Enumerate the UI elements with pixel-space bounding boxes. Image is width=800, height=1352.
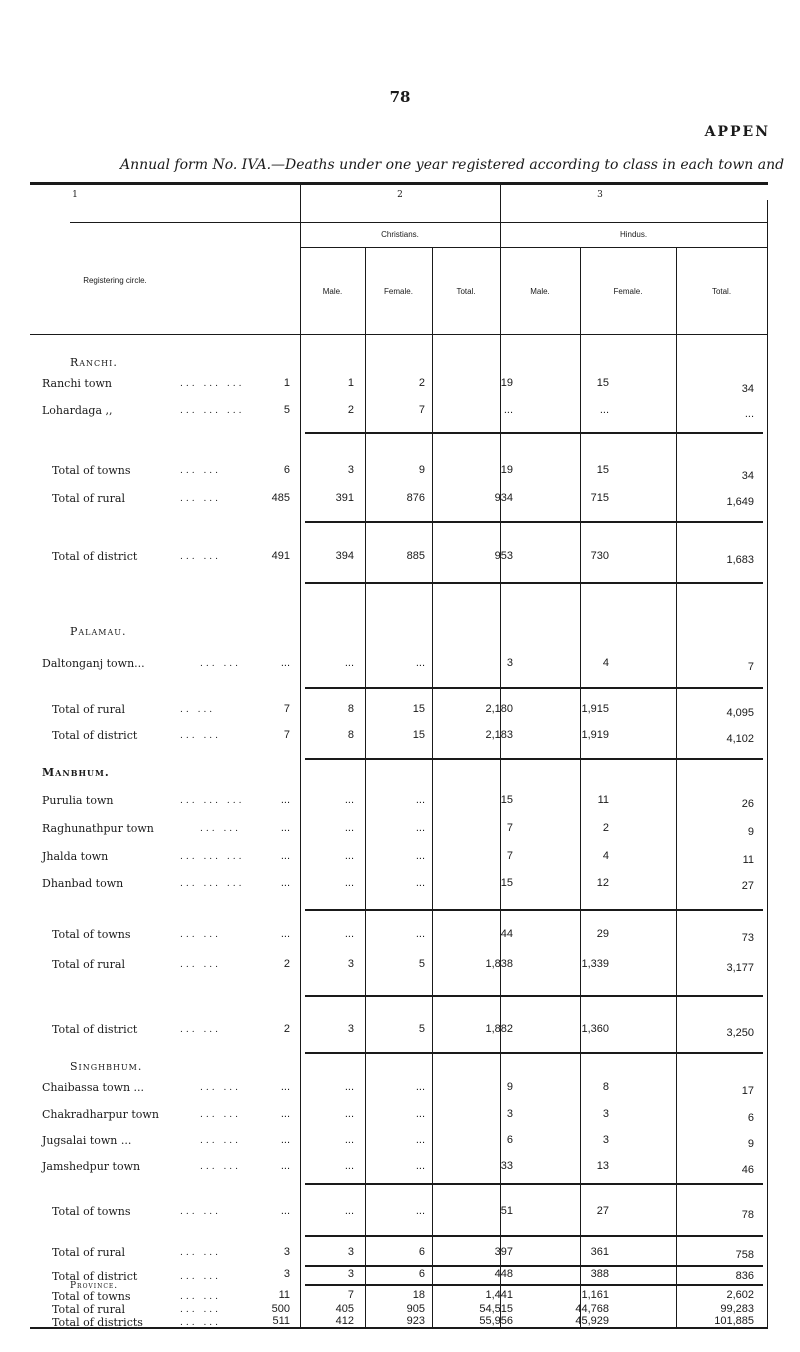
header-total: Total. <box>456 287 476 296</box>
table-cell: 3 <box>347 1268 354 1280</box>
leader-dots: ... ... <box>180 930 222 940</box>
row-label: Chakradharpur town <box>42 1108 159 1121</box>
table-cell: 6 <box>506 1134 513 1146</box>
table-cell: 3 <box>506 1108 513 1120</box>
top-rule <box>30 182 768 185</box>
page-number: 78 <box>389 88 411 106</box>
subtotal-rule <box>305 1235 763 1237</box>
table-cell: 758 <box>735 1249 754 1261</box>
table-cell: ... <box>344 1081 354 1093</box>
row-label: Raghunathpur town <box>42 822 154 835</box>
leader-dots: ... ... <box>180 1248 222 1258</box>
table-cell: 33 <box>500 1160 513 1172</box>
header-registering-circle: Registering circle. <box>83 276 147 285</box>
running-head: APPEN <box>704 124 770 140</box>
table-cell: 46 <box>741 1164 754 1176</box>
table-cell: 1,360 <box>581 1023 609 1035</box>
row-label: Total of towns <box>52 1290 131 1303</box>
column-number: 2 <box>397 190 403 200</box>
table-cell: 11 <box>278 1289 290 1301</box>
table-cell: 9 <box>418 464 425 476</box>
leader-dots: ... ... ... <box>180 379 245 389</box>
table-cell: 715 <box>590 492 609 504</box>
table-cell: 3 <box>602 1108 609 1120</box>
table-cell: 405 <box>335 1303 354 1315</box>
row-label: Total of district <box>52 1270 138 1283</box>
table-cell: 7 <box>747 661 754 673</box>
table-cell: 3 <box>347 958 354 970</box>
subtotal-rule <box>305 1284 763 1286</box>
table-title: Annual form No. IVA.—Deaths under one year registered according to class in each town and <box>120 157 785 173</box>
subtotal-rule <box>305 1183 763 1185</box>
table-cell: 2 <box>283 1023 290 1035</box>
table-cell: ... <box>344 657 354 669</box>
section-heading: Singhbhum. <box>70 1060 143 1073</box>
row-label: Total of towns <box>52 1205 131 1218</box>
table-cell: 5 <box>418 958 425 970</box>
subtotal-rule <box>305 1052 763 1054</box>
section-heading: Palamau. <box>70 625 127 638</box>
row-label: Dhanbad town <box>42 877 124 890</box>
table-cell: 4 <box>602 657 609 669</box>
table-cell: 44,768 <box>575 1303 609 1315</box>
table-cell: ... <box>344 877 354 889</box>
table-cell: ... <box>415 657 425 669</box>
leader-dots: ... ... <box>180 466 222 476</box>
table-cell: 5 <box>283 404 290 416</box>
table-cell: 78 <box>741 1209 754 1221</box>
row-label: Total of rural <box>52 958 125 971</box>
table-cell: 2,602 <box>726 1289 754 1301</box>
row-label: Total of towns <box>52 464 131 477</box>
table-cell: 1,915 <box>581 703 609 715</box>
table-cell: 7 <box>283 703 290 715</box>
leader-dots: ... ... <box>180 960 222 970</box>
section-heading: Province. <box>70 1281 119 1291</box>
table-cell: 412 <box>335 1315 354 1327</box>
table-cell: 9 <box>747 826 754 838</box>
table-cell: 3 <box>602 1134 609 1146</box>
table-cell: ... <box>415 1160 425 1172</box>
table-cell: 836 <box>735 1270 754 1282</box>
leader-dots: ... ... <box>180 1025 222 1035</box>
row-label: Total of rural <box>52 492 125 505</box>
table-cell: 3 <box>283 1268 290 1280</box>
table-cell: 905 <box>406 1303 425 1315</box>
table-cell: 2 <box>347 404 354 416</box>
table-cell: 1,919 <box>581 729 609 741</box>
column-divider <box>580 247 581 1327</box>
table-cell: ... <box>280 1134 290 1146</box>
header-female: Female. <box>384 287 413 296</box>
column-divider <box>300 185 301 1327</box>
table-cell: ... <box>280 1081 290 1093</box>
subtotal-rule <box>305 432 763 434</box>
table-cell: 27 <box>596 1205 609 1217</box>
column-divider <box>432 247 433 1327</box>
table-cell: 3 <box>506 657 513 669</box>
subtotal-rule <box>305 995 763 997</box>
subtotal-rule <box>305 758 763 760</box>
table-cell: 12 <box>596 877 609 889</box>
leader-dots: ... ... <box>180 1292 222 1302</box>
table-cell: ... <box>280 1205 290 1217</box>
table-cell: 101,885 <box>714 1315 754 1327</box>
table-cell: 34 <box>741 383 754 395</box>
table-cell: 99,283 <box>720 1303 754 1315</box>
table-cell: 9 <box>747 1138 754 1150</box>
table-cell: ... <box>415 1134 425 1146</box>
table-cell: 876 <box>406 492 425 504</box>
column-divider <box>500 185 501 1327</box>
table-cell: 1,882 <box>485 1023 513 1035</box>
row-label: Total of rural <box>52 1246 125 1259</box>
subtotal-rule <box>305 521 763 523</box>
table-cell: ... <box>415 822 425 834</box>
table-cell: ... <box>280 1108 290 1120</box>
row-label: Jhalda town <box>42 850 109 863</box>
header-hindus: Hindus. <box>619 230 648 239</box>
subtotal-rule <box>305 582 763 584</box>
table-cell: ... <box>415 877 425 889</box>
table-cell: 1,838 <box>485 958 513 970</box>
table-cell: ... <box>344 822 354 834</box>
table-cell: ... <box>344 1160 354 1172</box>
table-cell: 391 <box>335 492 354 504</box>
table-cell: ... <box>280 928 290 940</box>
table-cell: 15 <box>412 703 425 715</box>
row-label: Total of districts <box>52 1316 143 1329</box>
table-cell: 923 <box>406 1315 425 1327</box>
leader-dots: .. ... <box>180 705 216 715</box>
leader-dots: ... ... <box>180 494 222 504</box>
table-cell: 27 <box>741 880 754 892</box>
row-label: Jamshedpur town <box>42 1160 141 1173</box>
table-cell: 6 <box>418 1268 425 1280</box>
column-number: 1 <box>72 190 78 200</box>
leader-dots: ... ... <box>200 659 242 669</box>
leader-dots: ... ... ... <box>180 879 245 889</box>
table-cell: ... <box>415 794 425 806</box>
header-female: Female. <box>613 287 643 296</box>
subtotal-rule <box>305 687 763 689</box>
table-cell: 500 <box>271 1303 290 1315</box>
table-cell: 73 <box>741 932 754 944</box>
table-cell: 2,183 <box>485 729 513 741</box>
table-cell: 7 <box>506 822 513 834</box>
table-cell: 8 <box>347 703 354 715</box>
row-label: Total of district <box>52 1023 138 1036</box>
header-male: Male. <box>530 287 550 296</box>
column-divider <box>767 200 768 1327</box>
table-cell: 491 <box>271 550 290 562</box>
table-cell: ... <box>280 877 290 889</box>
table-cell: 6 <box>747 1112 754 1124</box>
column-divider <box>676 247 677 1327</box>
table-cell: ... <box>344 1108 354 1120</box>
table-cell: 2 <box>418 377 425 389</box>
column-number: 3 <box>597 190 603 200</box>
leader-dots: ... ... <box>180 731 222 741</box>
table-cell: 26 <box>741 798 754 810</box>
leader-dots: ... ... <box>180 1305 222 1315</box>
header-total: Total. <box>711 287 732 296</box>
table-cell: 2 <box>602 822 609 834</box>
header-bottom-rule <box>30 334 768 335</box>
table-cell: 388 <box>590 1268 609 1280</box>
table-cell: 7 <box>283 729 290 741</box>
leader-dots: ... ... <box>200 1110 242 1120</box>
table-cell: 448 <box>494 1268 513 1280</box>
row-label: Total of towns <box>52 928 131 941</box>
table-cell: ... <box>280 657 290 669</box>
header-christians: Christians. <box>381 230 419 239</box>
table-cell: 1,649 <box>726 496 754 508</box>
leader-dots: ... ... <box>200 1136 242 1146</box>
table-cell: 953 <box>494 550 513 562</box>
table-cell: 15 <box>500 877 513 889</box>
table-cell: ... <box>344 850 354 862</box>
leader-dots: ... ... ... <box>180 406 245 416</box>
table-cell: 9 <box>506 1081 513 1093</box>
leader-dots: ... ... <box>180 1318 222 1328</box>
table-cell: 55,956 <box>479 1315 513 1327</box>
table-cell: ... <box>415 928 425 940</box>
table-cell: 1,339 <box>581 958 609 970</box>
header-male: Male. <box>322 287 343 296</box>
table-cell: 18 <box>412 1289 425 1301</box>
table-cell: ... <box>344 1134 354 1146</box>
column-divider <box>365 247 366 1327</box>
table-cell: 6 <box>418 1246 425 1258</box>
table-cell: 8 <box>602 1081 609 1093</box>
table-cell: 8 <box>347 729 354 741</box>
table-cell: 397 <box>494 1246 513 1258</box>
row-label: Purulia town <box>42 794 114 807</box>
table-cell: 51 <box>500 1205 513 1217</box>
table-cell: ... <box>280 822 290 834</box>
table-cell: 11 <box>742 854 754 866</box>
table-cell: 1,683 <box>726 554 754 566</box>
table-cell: 885 <box>406 550 425 562</box>
subheader-rule <box>300 247 768 248</box>
table-cell: 511 <box>272 1315 290 1327</box>
table-cell: ... <box>280 850 290 862</box>
table-cell: 19 <box>500 464 513 476</box>
table-cell: 19 <box>500 377 513 389</box>
table-cell: 7 <box>347 1289 354 1301</box>
table-cell: 7 <box>506 850 513 862</box>
table-cell: 54,515 <box>479 1303 513 1315</box>
table-cell: 730 <box>590 550 609 562</box>
table-cell: 3 <box>347 464 354 476</box>
table-cell: ... <box>344 794 354 806</box>
table-cell: ... <box>415 1108 425 1120</box>
table-cell: 394 <box>335 550 354 562</box>
table-cell: ... <box>344 928 354 940</box>
table-cell: ... <box>415 1081 425 1093</box>
table-cell: 3 <box>347 1023 354 1035</box>
leader-dots: ... ... ... <box>180 852 245 862</box>
table-cell: 17 <box>741 1085 754 1097</box>
table-cell: 15 <box>596 464 609 476</box>
table-cell: 3 <box>347 1246 354 1258</box>
table-cell: 15 <box>596 377 609 389</box>
table-cell: 3 <box>283 1246 290 1258</box>
table-cell: 2,180 <box>485 703 513 715</box>
table-cell: 15 <box>412 729 425 741</box>
table-cell: 5 <box>418 1023 425 1035</box>
table-cell: ... <box>415 1205 425 1217</box>
table-cell: 44 <box>500 928 513 940</box>
row-label: Jugsalai town ... <box>42 1134 132 1147</box>
table-cell: 15 <box>500 794 513 806</box>
table-cell: ... <box>280 1160 290 1172</box>
table-cell: 34 <box>741 470 754 482</box>
row-label: Total of district <box>52 550 138 563</box>
row-label: Ranchi town <box>42 377 112 390</box>
table-cell: 1 <box>283 377 290 389</box>
table-cell: 1 <box>347 377 354 389</box>
table-cell: ... <box>744 408 754 420</box>
row-label: Chaibassa town ... <box>42 1081 145 1094</box>
subtotal-rule <box>305 1265 763 1267</box>
row-label: Total of district <box>52 729 138 742</box>
row-label: Total of rural <box>52 703 125 716</box>
table-cell: ... <box>503 404 513 416</box>
leader-dots: ... ... <box>180 1272 222 1282</box>
row-label: Daltonganj town... <box>42 657 145 670</box>
table-cell: ... <box>344 1205 354 1217</box>
row-label: Lohardaga ,, <box>42 404 113 417</box>
table-cell: 7 <box>418 404 425 416</box>
leader-dots: ... ... <box>200 1083 242 1093</box>
table-cell: 6 <box>283 464 290 476</box>
header-rule <box>70 222 768 223</box>
table-cell: 1,441 <box>485 1289 513 1301</box>
subtotal-rule <box>305 909 763 911</box>
table-cell: 3,177 <box>726 962 754 974</box>
table-cell: 4 <box>602 850 609 862</box>
table-cell: 485 <box>271 492 290 504</box>
row-label: Total of rural <box>52 1303 125 1316</box>
table-cell: 3,250 <box>726 1027 754 1039</box>
table-cell: ... <box>599 404 609 416</box>
table-cell: 11 <box>597 794 609 806</box>
table-cell: 1,161 <box>581 1289 609 1301</box>
leader-dots: ... ... ... <box>180 796 245 806</box>
leader-dots: ... ... <box>180 552 222 562</box>
table-cell: 934 <box>494 492 513 504</box>
section-heading: Ranchi. <box>70 356 118 369</box>
section-heading: Manbhum. <box>42 766 110 779</box>
leader-dots: ... ... <box>180 1207 222 1217</box>
leader-dots: ... ... <box>200 824 242 834</box>
table-cell: 2 <box>283 958 290 970</box>
table-cell: 4,102 <box>726 733 754 745</box>
table-cell: ... <box>415 850 425 862</box>
leader-dots: ... ... <box>200 1162 242 1172</box>
table-cell: ... <box>280 794 290 806</box>
table-cell: 4,095 <box>726 707 754 719</box>
table-cell: 361 <box>590 1246 609 1258</box>
table-cell: 45,929 <box>575 1315 609 1327</box>
table-cell: 13 <box>596 1160 609 1172</box>
table-cell: 29 <box>596 928 609 940</box>
